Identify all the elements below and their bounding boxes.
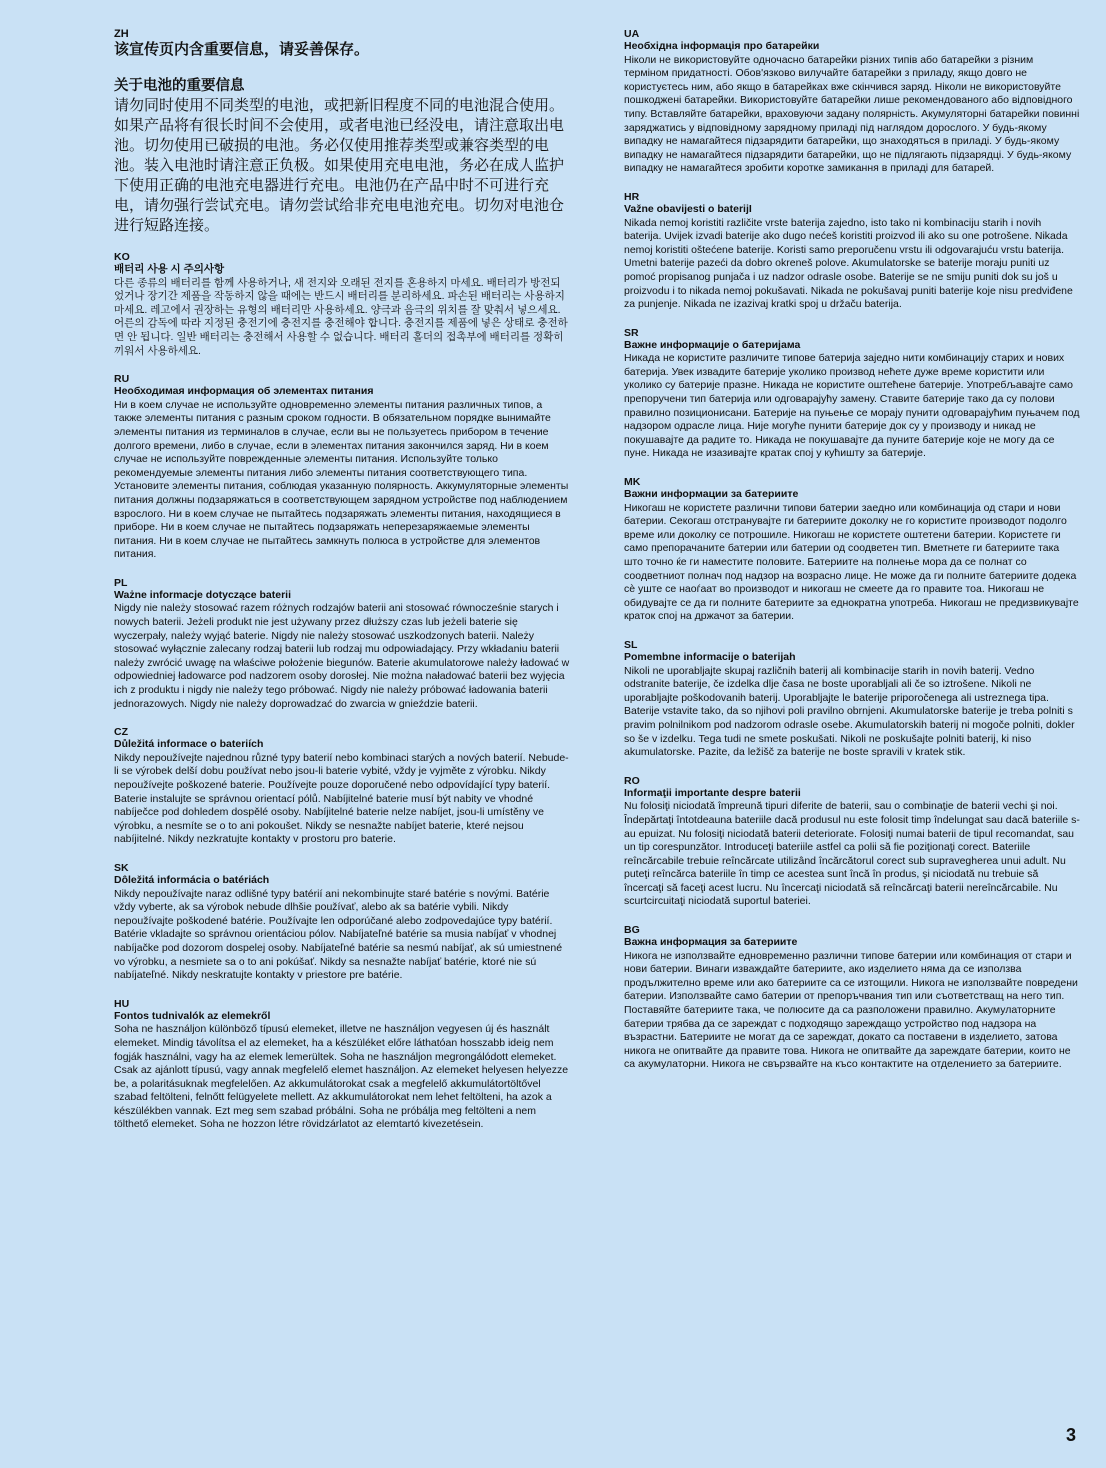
language-code: HU — [114, 997, 130, 1010]
section-heading: Důležitá informace o bateriích — [114, 738, 264, 751]
language-code: KO — [114, 251, 130, 263]
section-heading: Важне информације о батеријама — [624, 338, 801, 351]
intro-text: 该宣传页内含重要信息，请妥善保存。 — [114, 41, 370, 58]
right-column — [624, 28, 1080, 1087]
section-hu — [114, 998, 570, 1132]
section-sr — [624, 327, 1080, 461]
section-sk — [114, 862, 570, 983]
section-body: Nigdy nie należy stosować razem różnych rodzajów baterii ani stosować równocześnie starych i nowych baterii. Jeżeli produkt nie jest używany przez dłuższy czas lub jeżeli baterie się wyczerpały, należy wyjąć baterie. Nigdy nie należy stosować uszkodzonych baterii. Należy stosować wyłącznie zalecany rodzaj baterii lub rodzaj mu odpowiadający. Przy wkładaniu baterii należy zwrócić uwagę na właściwe położenie biegunów. Baterie akumulatorowe należy ładować w odpowiedniej ładowarce pod nadzorem osoby dorosłej. Nie można naładować baterii bez wyjęcia ich z produktu i nigdy nie należy tego próbować. Nigdy nie należy próbować ładowania baterii jednorazowych. Nigdy nie należy doprowadzać do zwarcia w gnieździe baterii. — [114, 602, 570, 710]
section-heading: 배터리 사용 시 주의사항 — [114, 263, 225, 275]
section-body: Nikdy nepoužívejte najednou různé typy baterií nebo kombinaci starých a nových baterií. Nebude-li se výrobek delší dobu používat nebo jsou-li baterie vybité, vždy je vyjměte z výrobku. Nikdy nepoužívejte poškozené baterie. Používejte pouze doporučené nebo odpovídající typy baterií. Baterie instalujte se správnou orientací pólů. Nabíjitelné baterie musí být nabity ve vhodné nabíječce pod dohledem dospělé osoby. Nabíjitelné baterie nelze nabíjet, jsou-li umístěny ve výrobku, a nesmíte se o to ani pokoušet. Nikdy se nesnažte nabíjet baterie, které nejsou nabíjitelné. Nikdy nezkratujte kontakty v prostoru pro baterie. — [114, 751, 569, 846]
section-heading: Важна информация за батериите — [624, 936, 798, 949]
section-heading: Dôležitá informácia o batériách — [114, 873, 270, 886]
section-body: Nu folosiţi niciodată împreună tipuri diferite de baterii, sau o combinaţie de baterii vechi şi noi. Îndepărtaţi întotdeauna bateriile dacă produsul nu este folosit timp îndelungat sau dacă bateriile s-au epuizat. Nu folosiţi niciodată baterii deteriorate. Folosiţi numai baterii de tipul recomandat, sau un tip corespunzător. Introduceţi bateriile astfel ca polii să fie poziţionaţi corect. Bateriile reîncărcabile trebuie reîncărcate utilizând încărcătorul corect sub supravegherea unui adult. Nu puteţi reîncărca bateriile în timp ce acestea sunt încă în produs, şi niciodată nu trebuie să încercaţi să faceţi acest lucru. Nu încercaţi niciodată să reîncărcaţi baterii nereîncărcabile. Nu scurtcircuitaţi niciodată suportul bateriei. — [624, 800, 1080, 908]
page-number: 3 — [1065, 1425, 1076, 1445]
section-ro — [624, 775, 1080, 909]
section-body: 请勿同时使用不同类型的电池，或把新旧程度不同的电池混合使用。如果产品将有很长时间不会使用，或者电池已经没电，请注意取出电池。切勿使用已破损的电池。务必仅使用推荐类型或兼容类型的电池。装入电池时请注意正负极。如果使用充电电池，务必在成人监护下使用正确的电池充电器进行充电。电池仍在产品中时不可进行充电，请勿强行尝试充电。请勿尝试给非充电电池充电。切勿对电池仓进行短路连接。 — [114, 97, 565, 234]
section-zh — [114, 28, 570, 236]
section-body: Ни в коем случае не используйте одновременно элементы питания различных типов, а также элементы питания с разным сроком годности. В обязательном порядке вынимайте элементы питания из терминалов в случае, если вы не пользуетесь прибором в течение долгого времени, либо в случае, если в элементах питания закончился заряд. Ни в коем случае не используйте поврежденные элементы питания. Используйте только рекомендуемые элементы питания либо элементы питания соответствующего типа. Установите элементы питания, соблюдая указанную полярность. Аккумуляторные элементы питания должны подзаряжаться в соответствующем зарядном устройстве под наблюдением взрослого. Ни в коем случае не пытайтесь подзаряжать элементы питания, находящиеся в приборе. Ни в коем случае не пытайтесь подзаряжать неперезаряжаемые элементы питания. Ни в коем случае не пытайтесь замкнуть полюса в устройстве для элементов питания. — [114, 398, 569, 561]
section-heading: Необхідна інформація про батарейки — [624, 40, 820, 52]
section-body: Ніколи не використовуйте одночасно батарейки різних типів або батарейки з різним терміном придатності. Обов'язково вилучайте батарейки з приладу, якщо довго не користуєтесь ним, або якщо в батарейках вже скінчився заряд. Ніколи не використовуйте пошкоджені батарейки. Використовуйте батарейки лише рекомендованого або відповідного типу. Вставляйте батарейки, враховуючи задану полярність. Акумуляторні батарейки повинні заряджатись у відповідному зарядному приладі під наглядом дорослого. У будь-якому випадку не намагайтеся підзарядити батарейки, що знаходяться в приладі. У будь-якому випадку не намагайтеся підзарядити батарейки, що не підлягають підзарядці. У будь-якому випадку не намагайтеся зробити коротке замикання в приладі для батарей. — [624, 53, 1080, 175]
section-body: Soha ne használjon különböző típusú elemeket, illetve ne használjon vegyesen új és használt elemeket. Mindig távolítsa el az elemeket, ha a készüléket előre láthatóan hosszabb ideig nem fogják használni, vagy ha az elemek lemerültek. Soha ne használjon megrongálódott elemeket. Csak az ajánlott típusú, vagy annak megfelelő elemet használjon. Az elemeket helyesen helyezze be, a polaritásuknak megfelelően. Az akkumulátorokat csak a megfelelő akkumulátortöltővel szabad feltölteni, felnőtt felügyelete mellett. Az akkumulátorokat nem lehet feltölteni, ha azok a készülékben vannak. Ezt meg sem szabad próbálni. Soha ne próbálja meg feltölteni a nem tölthető elemeket. Soha ne hozzon létre rövidzárlatot az elemtartó kivezetésein. — [114, 1023, 569, 1131]
language-code: HR — [624, 190, 640, 203]
section-heading: Pomembne informacije o baterijah — [624, 650, 796, 663]
section-body: Никога не използвайте едновременно различни типове батерии или комбинация от стари и нови батерии. Винаги изваждайте батериите, ако изделието няма да се използва продължително време или ако батериите са се изтощили. Никога не използвайте повредени батерии. Използвайте само батерии от препоръчвания тип или съответстващ на него тип. Поставяйте батериите така, че полюсите да са разположени правилно. Акумулаторните батерии трябва да се зареждат с подходящо зареждащо устройство под надзора на възрастни. Батериите не могат да се зареждат, докато са поставени в изделието, затова никога не опитвайте да правите това. Никога не опитвайте да зареждате батерии, които не са акумулаторни. Никога не свързвайте на късо контактите на отделението за батериите. — [624, 949, 1078, 1071]
language-code: UA — [624, 28, 640, 40]
language-code: SK — [114, 861, 129, 874]
section-heading: Fontos tudnivalók az elemekről — [114, 1009, 271, 1022]
section-body: Nikdy nepoužívajte naraz odlišné typy batérií ani nekombinujte staré batérie s novými. Batérie vždy vyberte, ak sa výrobok nebude dlhšie používať, alebo ak sa batérie vybili. Nikdy nepoužívajte poškodené batérie. Používajte len odporúčané alebo zodpovedajúce typy batérií. Batérie vkladajte so správnou orientáciou pólov. Nabíjateľné batérie sa musia nabíjať v vhodnej nabíjačke pod dozorom dospelej osoby. Nabíjateľné batérie sa nesmú nabíjať, ak sú umiestnené vo výrobku, a nesmiete sa o to ani pokúšať. Nikdy sa nesnažte nabíjať batérie, ktoré nie sú nabíjateľné. Nikdy neskratujte kontakty v priestore pre batérie. — [114, 887, 563, 982]
section-heading: Важни информации за батериите — [624, 488, 799, 501]
section-heading: Važne obavijesti o baterijI — [624, 202, 752, 215]
section-body: Никада не користите различите типове батерија заједно нити комбинацију старих и нових батерија. Увек извадите батерије уколико производ нећете дуже време користити или уколико су батерије празне. Никада не користите оштећене батерије. Употребљавајте само препоручени тип батерија или одговарајућу замену. Ставите батерије тако да су полови правилно позиционисани. Батерије на пуњење се морају пунити одговарајућим пуњачем под надзором одрасле лица. Није могуће пунити батерије док су у производу и никад не покушавајте да радите то. Никада не покушавајте да пуните батерије које не могу да се пуне. Никада не изазивајте кратак спој у кућишту за батерије. — [624, 352, 1080, 460]
section-hr — [624, 191, 1080, 312]
section-ua — [624, 28, 1080, 176]
language-code: PL — [114, 576, 128, 589]
section-sl — [624, 639, 1080, 760]
language-code: CZ — [114, 726, 128, 739]
section-pl — [114, 577, 570, 711]
section-body: Nikada nemoj koristiti različite vrste baterija zajedno, isto tako ni kombinaciju starih i novih baterija. Uvijek izvadi baterije ako dugo nećeš koristiti proizvod ili ako su one potrošene. Nikada nemoj koristiti oštećene baterije. Koristi samo preporučenu vrstu ili odgovarajuću vrstu baterija. Umetni baterije pazeći da dobro okreneš polove. Akumulatorske se baterije moraju puniti uz pomoć propisanog punjača i uz nadzor odrasle osobe. Baterije se ne smiju puniti dok su još u proizvodu i to nikada nemoj pokušavati. Nikada ne pokušavaj puniti baterije koje nisu predviđene za punjenje. Nikada ne izazivaj kratki spoj u držaču baterija. — [624, 216, 1073, 311]
language-code: BG — [624, 924, 640, 937]
language-code: RU — [114, 373, 130, 386]
section-ko — [114, 251, 570, 358]
section-heading: Informaţii importante despre baterii — [624, 786, 801, 799]
section-heading: Необходимая информация об элементах питания — [114, 385, 374, 398]
section-bg — [624, 924, 1080, 1072]
section-ru — [114, 373, 570, 562]
section-body: Nikoli ne uporabljajte skupaj različnih baterij ali kombinacije starih in novih baterij. Vedno odstranite baterije, če izdelka dlje časa ne boste uporabljali ali če so iztrošene. Nikoli ne uporabljajte poškodovanih baterij. Uporabljajte le baterije priporočenega ali ustreznega tipa. Baterije vstavite tako, da so njihovi poli pravilno obrnjeni. Akumulatorske baterije je treba polniti s pravim polnilnikom pod nadzorom odrasle osebe. Akumulatorskih baterij ni mogoče polniti, dokler so še v izdelku. Tega tudi ne smete poskušati. Nikoli ne poskušajte polniti baterij, ki niso akumulatorske. Pazite, da ležišč za baterije ne boste spravili v kratek stik. — [624, 664, 1075, 759]
language-code: ZH — [114, 28, 129, 40]
section-body: Никогаш не користете различни типови батерии заедно или комбинација од стари и нови батерии. Секогаш отстранувајте ги батериите доколку не го користите производот подолго време или доколку се потрошиле. Никогаш не користете оштетени батерии. Користете ги само препорачаните батерии или батерии од соодветен тип. Вметнете ги батериите така што точно ќе ги наместите половите. Батериите на полнење мора да се полнат со соодветниот полнач под надзор на возрасно лице. Не може да ги полните батериите додека сѐ уште се наоѓаат во производот и никогаш не смеете да го правите тоа. Никогаш не обидувајте се да ги полните батериите за еднократна употреба. Никогаш не предизвикувајте краток спој на држачот за батерии. — [624, 501, 1079, 623]
left-column — [114, 28, 570, 1147]
section-cz — [114, 726, 570, 847]
section-body: 다른 종류의 배터리를 함께 사용하거나, 새 전지와 오래된 전지를 혼용하지 마세요. 배터리가 방전되었거나 장기간 제품을 작동하지 않을 때에는 반드시 배터리를 분리하세요. 파손된 배터리는 사용하지 마세요. 레고에서 권장하는 유형의 배터리만 사용하세요. 양극과 음극의 위치를 잘 맞춰서 넣으세요. 어른의 감독에 따라 지정된 충전기에 충전지를 충전해야 합니다. 충전지를 제품에 넣은 상태로 충전하면 안 됩니다. 일반 배터리는 충전해서 사용할 수 없습니다. 배터리 홀더의 접촉부에 배터리를 정확히 끼워서 사용하세요. — [114, 276, 568, 357]
section-heading: Ważne informacje dotyczące baterii — [114, 588, 291, 601]
language-code: RO — [624, 774, 640, 787]
language-code: MK — [624, 476, 641, 489]
section-mk — [624, 476, 1080, 624]
language-code: SL — [624, 638, 638, 651]
section-heading: 关于电池的重要信息 — [114, 78, 245, 94]
language-code: SR — [624, 326, 639, 339]
